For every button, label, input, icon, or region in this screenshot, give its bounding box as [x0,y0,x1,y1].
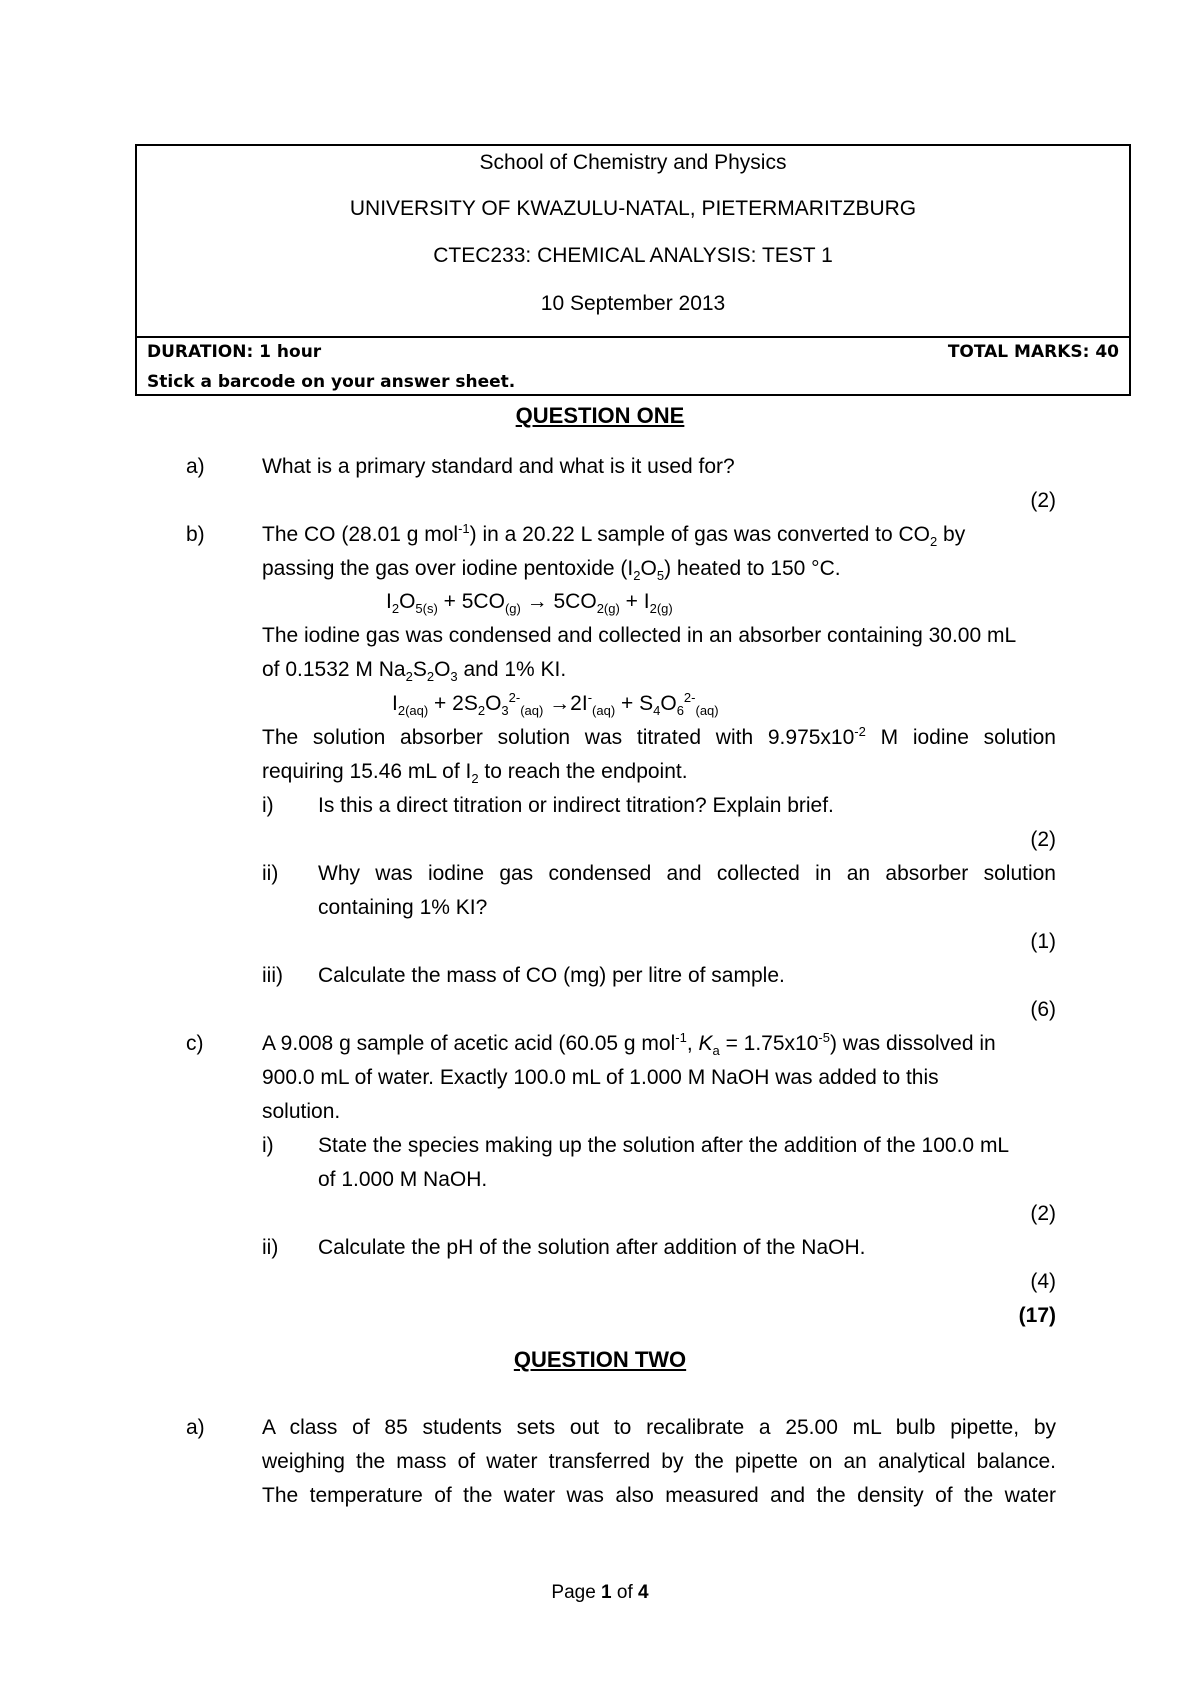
equation-iodine-pentoxide: $I_2O_{5(s)} + 5CO_{(g)} \to 5CO_{2(g)} + I_{2(g)}$ [386,590,673,617]
q1b-line5: The solution absorber solution was titrated with $9.975x10^{-2}$ M iodine solution [262,724,1056,749]
q1bii-marks: (1) [1030,930,1056,953]
q1b-line1: The CO (28.01 g mol$^{-1}$) in a 20.22 L sample of gas was converted to $CO_2$ by [262,521,966,550]
q2a-label: a) [186,1416,205,1439]
total-marks: TOTAL MARKS: 40 [947,342,1119,362]
q1b-line4: of 0.1532 M $Na_2S_2O_3$ and 1% KI. [262,658,567,685]
question-two-heading: QUESTION TWO [513,1347,687,1372]
q1ci-marks: (2) [1030,1202,1056,1225]
q1-total-marks: (17) [1018,1304,1056,1327]
page-total: 4 [638,1582,649,1603]
q1ci-text-line1: State the species making up the solution after the addition of the 100.0 mL [318,1134,1010,1157]
q1a-text: What is a primary standard and what is it used for? [262,455,735,478]
exam-header-box [135,144,1131,396]
q1bi-marks: (2) [1030,828,1056,851]
q1cii-marks: (4) [1030,1270,1056,1293]
q2a-line3: The temperature of the water was also measured and the density of the water [262,1484,1056,1507]
q1c-line2: 900.0 mL of water. Exactly 100.0 mL of 1.000 M NaOH was added to this [262,1066,939,1089]
header-title-block [137,146,1129,338]
header-meta-block [137,336,1129,394]
q1b-line6: requiring 15.46 mL of $I_2$ to reach the endpoint. [262,760,688,787]
q1ci-label: i) [262,1134,274,1157]
q1bii-label: ii) [262,862,279,885]
q1biii-marks: (6) [1030,998,1056,1021]
q1c-label: c) [186,1032,204,1055]
university-name: UNIVERSITY OF KWAZULU-NATAL, PIETERMARITZBURG [349,197,917,220]
q1b-line3: The iodine gas was condensed and collected in an absorber containing 30.00 mL [262,624,1017,647]
q1a-marks: (2) [1030,489,1056,512]
page-footer: Page 1 of 4 [551,1582,649,1603]
q1bi-label: i) [262,794,274,817]
q1c-line3: solution. [262,1100,341,1123]
question-one-heading: QUESTION ONE [515,403,685,428]
q1bii-text-line1: Why was iodine gas condensed and collected in an absorber solution [318,862,1056,885]
q1b-line2: passing the gas over iodine pentoxide $(I_2O_5)$ heated to 150 °C. [262,557,841,584]
q1bii-text-line2: containing 1% KI? [318,896,488,919]
q1cii-label: ii) [262,1236,279,1259]
q1a-label: a) [186,455,205,478]
page-number: 1 [601,1582,612,1603]
q2a-line2: weighing the mass of water transferred by the pipette on an analytical balance. [262,1450,1056,1473]
q1biii-text: Calculate the mass of CO (mg) per litre of sample. [318,964,785,987]
course-title: CTEC233: CHEMICAL ANALYSIS: TEST 1 [433,244,833,267]
q1b-label: b) [186,523,205,546]
equation-thiosulfate: $I_{2(aq)} + 2S_2O_3^{2-}_{(aq)} \to 2I^-_{(aq)} + S_4O_6^{2-}_{(aq)}$ [392,690,719,719]
q1biii-label: iii) [262,964,283,987]
q2a-line1: A class of 85 students sets out to recalibrate a 25.00 mL bulb pipette, by [262,1416,1056,1439]
exam-date: 10 September 2013 [540,292,726,315]
barcode-note: Stick a barcode on your answer sheet. [147,372,516,392]
q1c-line1: A 9.008 g sample of acetic acid (60.05 g mol$^{-1}$, $K_a = 1.75x10^{-5}$) was dissolved in [262,1030,996,1059]
duration: DURATION: 1 hour [147,342,322,362]
q1bi-text: Is this a direct titration or indirect titration? Explain brief. [318,794,834,817]
q1ci-text-line2: of 1.000 M NaOH. [318,1168,488,1191]
q1cii-text: Calculate the pH of the solution after addition of the NaOH. [318,1236,866,1259]
school-name: School of Chemistry and Physics [479,151,787,174]
